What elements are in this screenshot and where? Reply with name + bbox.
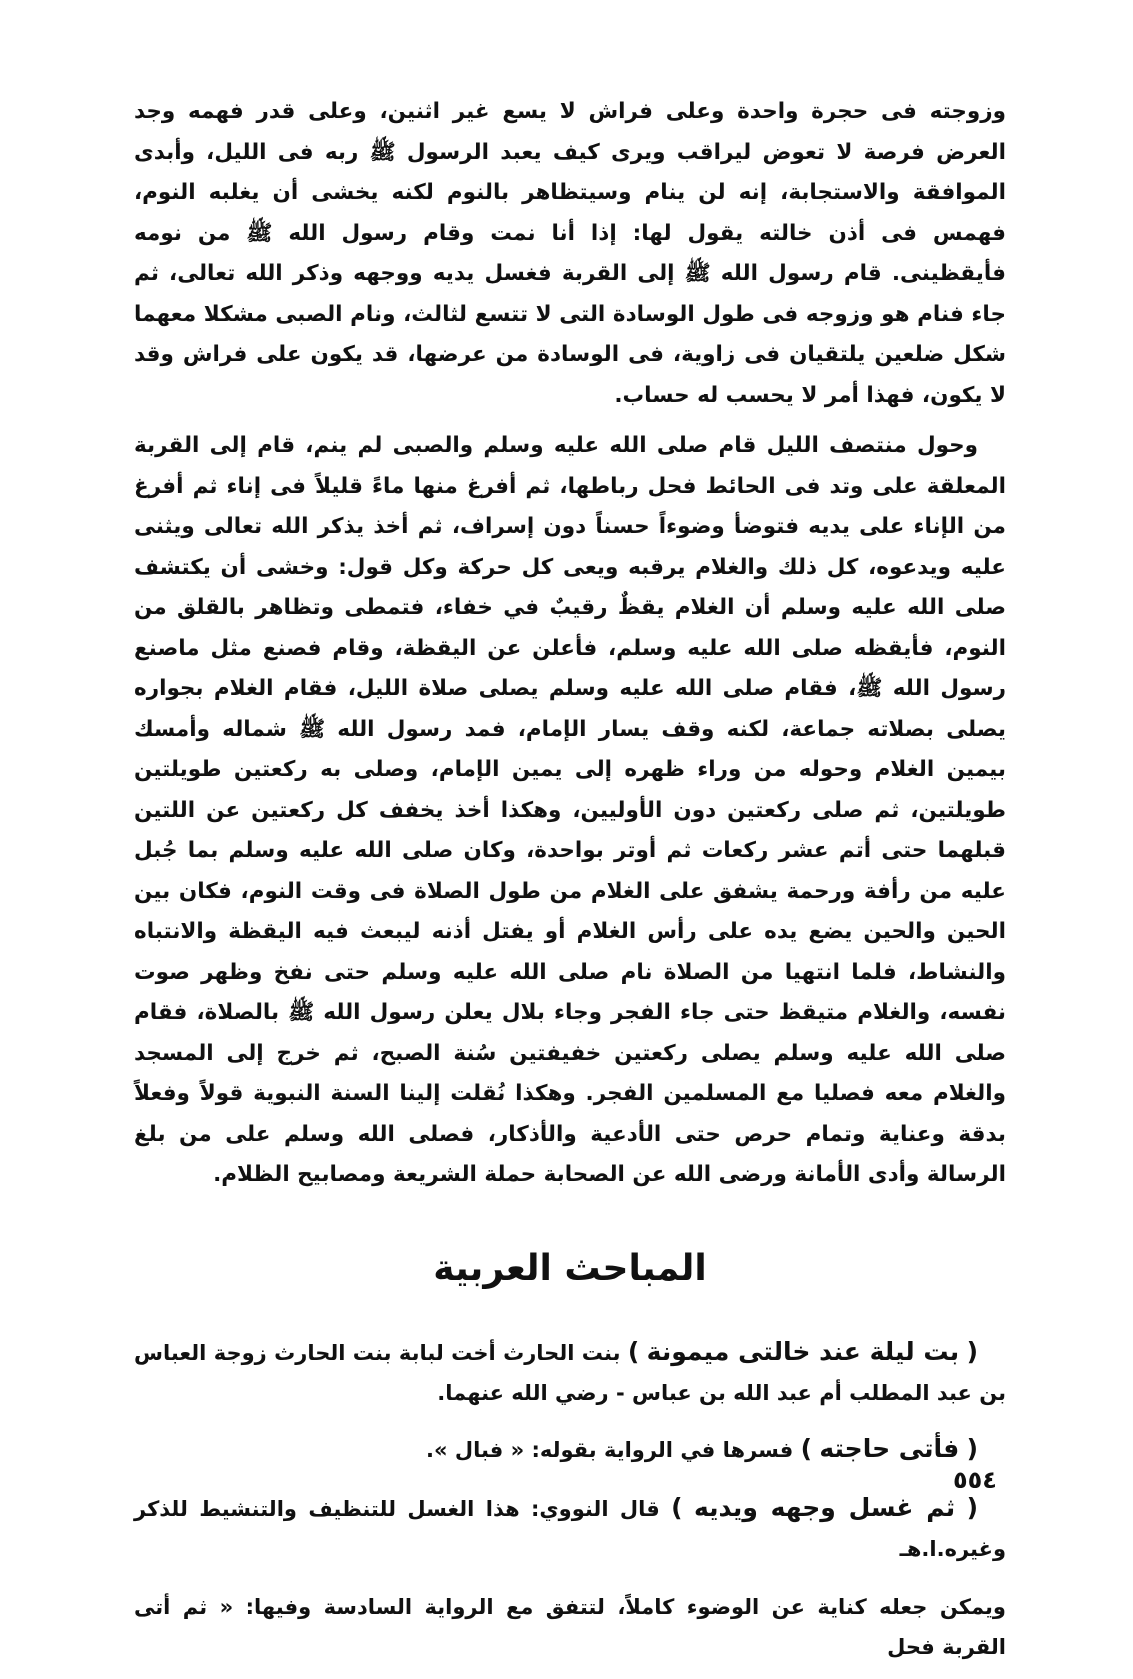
section-title: المباحث العربية [433,1247,707,1289]
gloss-close-paren: ) [800,1433,812,1463]
gloss-text: بنت الحارث أخت لبابة بنت الحارث زوجة العباس بن عبد المطلب أم عبد الله بن عباس - رضي الله عنهما. [134,1340,1006,1405]
body-paragraph-2: وحول منتصف الليل قام صلى الله عليه وسلم والصبى لم ينم، قام إلى القربة المعلقة على وتد فى الحائط فحل رباطها، ثم أفرغ منها ماءً قليلاً فى إناء ثم أفرغ من الإناء على يديه فتوضأ وضوءاً حسناً دون إسراف، ثم أخذ يذكر الله تعالى ويثنى عليه ويدعوه، كل ذلك والغلام يرقبه ويعى كل حركة وكل قول: وخشى أن يكتشف صلى الله عليه وسلم أن الغلام يقظٌ رقيبٌ في خفاء، فتمطى وتظاهر بالقلق من النوم، فأيقظه صلى الله عليه وسلم، فأعلن عن اليقظة، وقام فصنع مثل ماصنع رسول الله ﷺ، فقام صلى الله عليه وسلم يصلى صلاة الليل، فقام الغلام بجواره يصلى بصلاته جماعة، لكنه وقف يسار الإمام، فمد رسول الله ﷺ شماله وأمسك بيمين الغلام وحوله من وراء ظهره إلى يمين الإمام، وصلى به ركعتين طويلتين طويلتين، ثم صلى ركعتين دون الأوليين، وهكذا أخذ يخفف كل ركعتين عن اللتين قبلهما حتى أتم عشر ركعات ثم أوتر بواحدة، وكان صلى الله عليه وسلم بما جُبل عليه من رأفة ورحمة يشفق على الغلام من طول الصلاة فى وقت النوم، فكان بين الحين والحين يضع يده على رأس الغلام أو يفتل أذنه ليبعث فيه اليقظة والانتباه والنشاط، فلما انتهيا من الصلاة نام صلى الله عليه وسلم حتى نفخ وظهر صوت نفسه، والغلام متيقظ حتى جاء الفجر وجاء بلال يعلن رسول الله ﷺ بالصلاة، فقام صلى الله عليه وسلم يصلى ركعتين خفيفتين سُنة الصبح، ثم خرج إلى المسجد والغلام معه فصليا مع المسلمين الفجر. وهكذا نُقلت إلينا السنة النبوية قولاً وفعلاً بدقة وعناية وتمام حرص حتى الأدعية والأذكار، فصلى الله وسلم على من بلغ الرسالة وأدى الأمانة ورضى الله عن الصحابة حملة الشريعة ومصابيح الظلام. [134,433,1006,1187]
gloss-close-paren: ) [627,1336,640,1366]
closing-line: ويمكن جعله كناية عن الوضوء كاملاً، لتتفق مع الرواية السادسة وفيها: « ثم أتى القربة فحل [134,1594,1006,1659]
gloss-entry-1 [134,1332,1006,1413]
body-paragraph-1: وزوجته فى حجرة واحدة وعلى فراش لا يسع غير اثنين، وعلى قدر فهمه وجد العرض فرصة لا تعوض ليراقب ويرى كيف يعبد الرسول ﷺ ربه فى الليل، وأبدى الموافقة والاستجابة، إنه لن ينام وسيتظاهر بالنوم لكنه يخشى أن يغلبه النوم، فهمس فى أذن خالته يقول لها: إذا أنا نمت وقام رسول الله ﷺ من نومه فأيقظينى. قام رسول الله ﷺ إلى القربة فغسل يديه ووجهه وذكر الله تعالى، ثم جاء فنام هو وزوجه فى طول الوسادة التى لا تتسع لثالث، ونام الصبى مشكلا معهما شكل ضلعين يلتقيان فى زاوية، فى الوسادة من عرضها، قد يكون على فراش وقد لا يكون، فهذا أمر لا يحسب له حساب. [134,99,1006,408]
gloss-entry-3 [134,1488,1006,1569]
gloss-text: قال النووي: هذا الغسل للتنظيف والتنشيط للذكر وغيره.ا.هـ [134,1496,1006,1561]
gloss-entry-2 [134,1429,1006,1470]
gloss-term: بت ليلة عند خالتى ميمونة [646,1336,960,1366]
gloss-term: فأتى حاجته [819,1433,960,1463]
gloss-term: ثم غسل وجهه ويديه [693,1492,956,1522]
gloss-close-paren: ) [671,1492,683,1522]
gloss-open-paren: ( [966,1492,978,1522]
page-number: ٥٥٤ [953,1466,997,1494]
gloss-text: فسرها في الرواية بقوله: « فبال ». [426,1437,794,1462]
gloss-open-paren: ( [966,1336,979,1366]
gloss-open-paren: ( [966,1433,978,1463]
book-page [134,92,1006,1679]
